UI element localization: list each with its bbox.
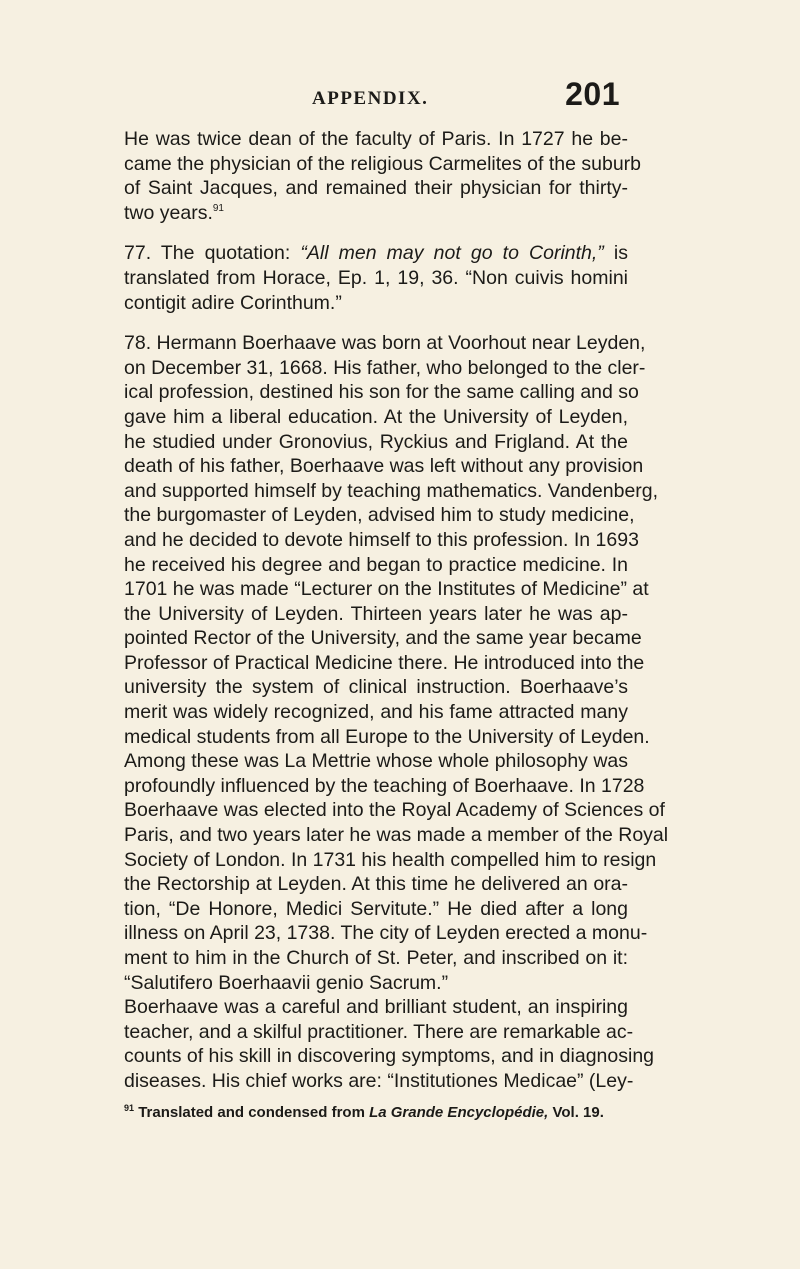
text-line: diseases. His chief works are: “Institutiones Medicae” (Ley- [124,1069,634,1092]
text-line: Boerhaave was elected into the Royal Academy of Sciences of [124,799,665,822]
text-line: translated from Horace, Ep. 1, 19, 36. “Non cuivis homini [124,266,628,289]
text-line: Boerhaave was a careful and brilliant student, an inspiring [124,996,628,1019]
footnote-marker: 91 [124,1103,135,1113]
text-line-content: two years. [124,201,213,224]
text-line: Among these was La Mettrie whose whole philosophy was [124,750,629,773]
running-head [140,78,640,118]
main-text [124,127,669,1094]
text-line [124,201,628,226]
text-line: he studied under Gronovius, Ryckius and Frigland. At the [124,430,628,453]
text-line: ment to him in the Church of St. Peter, and inscribed on it: [124,947,628,969]
footnote-reference: 91 [212,202,224,214]
text-line: university the system of clinical instruction. Boerhaave’s [124,676,628,699]
paragraph-78-boerhaave [124,331,669,995]
text-line: tion, “De Honore, Medici Servitute.” He died after a long [124,897,628,920]
paragraph-77-quotation [124,241,628,315]
paragraph-dean-paris [124,127,642,225]
text-line: the University of Leyden. Thirteen years later he was ap- [124,602,628,625]
text-line: medical students from all Europe to the University of Leyden. [124,725,650,748]
text-line: 78. Hermann Boerhaave was born at Voorhout near Leyden, [124,332,646,355]
text-line: and supported himself by teaching mathematics. Vandenberg, [124,479,659,502]
text-line: Paris, and two years later he was made a member of the Royal [124,824,669,847]
header-title: APPENDIX. [312,88,429,109]
footnote-source: La Grande Encyclopédie, [369,1104,549,1121]
text-line: “Salutifero Boerhaavii genio Sacrum.” [124,971,449,994]
footnote-text: Translated and condensed from [138,1104,370,1121]
text-line: the Rectorship at Leyden. At this time he delivered an ora- [124,873,628,896]
text-line: teacher, and a skilful practitioner. There are remarkable ac- [124,1020,634,1043]
text-line: contigit adire Corinthum.” [124,291,342,314]
quotation-text: “All men may not go to Corinth,” [300,242,604,265]
paragraph-boerhaave-works [124,995,655,1093]
text-line: the burgomaster of Leyden, advised him to study medicine, [124,504,635,527]
text-line: he received his degree and began to practice medicine. In [124,553,628,576]
footnote-volume: Vol. 19. [548,1104,604,1121]
text-line: profoundly influenced by the teaching of Boerhaave. In 1728 [124,774,645,797]
paragraph-number: 77. [124,242,152,265]
text-line: gave him a liberal education. At the University of Leyden, [124,405,628,428]
text-line: ical profession, destined his son for the same calling and so [124,381,639,404]
text-line: Society of London. In 1731 his health compelled him to resign [124,848,657,871]
text-line: pointed Rector of the University, and the same year became [124,627,642,650]
text-line: merit was widely recognized, and his fame attracted many [124,701,628,724]
text-line: on December 31, 1668. His father, who belonged to the cler- [124,356,646,379]
text-line: Professor of Practical Medicine there. He introduced into the [124,651,645,674]
text-line: death of his father, Boerhaave was left without any provision [124,455,644,478]
text-line: counts of his skill in discovering symptoms, and in diagnosing [124,1045,655,1068]
text-line: came the physician of the religious Carmelites of the suburb [124,152,642,175]
text-line [124,241,628,266]
page-number: 201 [565,76,620,112]
footnote [124,1103,628,1123]
text-line-content: is [603,242,629,265]
quotation-lead: The quotation: [160,242,301,265]
text-line: and he decided to devote himself to this profession. In 1693 [124,528,639,551]
text-line: 1701 he was made “Lecturer on the Institutes of Medicine” at [124,578,649,601]
text-line: He was twice dean of the faculty of Paris. In 1727 he be- [124,128,628,150]
text-line: of Saint Jacques, and remained their physician for thirty- [124,177,628,200]
text-line: illness on April 23, 1738. The city of Leyden erected a monu- [124,922,648,945]
